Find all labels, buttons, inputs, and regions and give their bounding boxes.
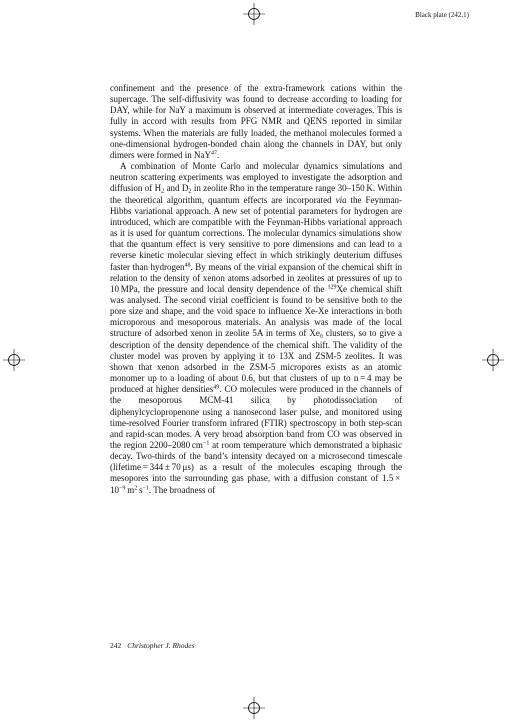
isotope-129: 129 [327, 284, 337, 291]
p2-text-6: Xe chemical shift was analysed. The second virial coefficient is found to be sensitive both to the pore size and shape, and the void space to influence Xe-Xe interactions in both microporous and mesoporous materials. An analysis was made of the local structure of adsorbed xenon in zeolite 5A in terms of Xe [110, 283, 402, 339]
citation-49: 49 [213, 384, 220, 391]
crop-mark-left-icon [3, 349, 25, 371]
body-text [110, 83, 402, 496]
running-author: Christopher J. Rhodes [127, 641, 195, 650]
paragraph-1 [110, 83, 402, 161]
superscript-2: 2 [134, 485, 138, 492]
p2-text-5: . By means of the virial expansion of the chemical shift in relation to the density of xenon atoms adsorbed in zeolites at pressures of up to 10 MPa, the pressure and local density dependence of the [110, 261, 402, 294]
superscript-minus-9: −9 [119, 485, 126, 492]
italic-via: via [335, 194, 347, 205]
page-number: 242 [110, 641, 122, 650]
paragraph-2 [110, 161, 402, 496]
p2-text-7: clusters, so to give a description of the density dependence of the chemical shift. The validity of the cluster model was proven by applying it to 13X and ZSM-5 zeolites. It was shown that xenon adsorbed in the ZSM-5 micropores exists as an atomic monomer up to a loading of about 0.6, but that clusters of up to n = 4 may be produced at higher densities [110, 328, 402, 395]
superscript-minus-1-b: −1 [142, 485, 149, 492]
p2-text-4: the Feynman-Hibbs variational approach. A new set of potential parameters for hydrogen are introduced, which are compatible with the Feynman-Hibbs variational approach as it is used for quantum corrections. The molecular dynamics simulations show that the quantum effect is very sensitive to pore dimensions and can lead to a reverse kinetic molecular sieving effect in which strikingly deuterium diffuses faster than hydrogen [110, 194, 402, 272]
p2-text-11: s [137, 484, 143, 495]
p1-text-1: confinement and the presence of the extra-framework cations within the supercage. The self-diffusivity was found to decrease according to loading for DAY, while for NaY a maximum is observed at intermediate coverages. This is fully in accord with results from PFG NMR and QENS reported in similar systems. When the materials are fully loaded, the methanol molecules formed a one-dimensional hydrogen-bonded chain along the channels in DAY, but only dimers were formed in NaY [110, 83, 402, 160]
crop-mark-bottom-icon [243, 697, 265, 719]
citation-47: 47 [210, 150, 217, 157]
p2-text-12: . The broadness of [148, 484, 216, 495]
crop-mark-top-icon [243, 3, 265, 25]
p2-text-1: A combination of Monte Carlo and molecular dynamics simulations and neutron scattering experiments was employed to investigate the adsorption and diffusion of H [110, 161, 402, 194]
subscript-d2: 2 [188, 188, 192, 195]
page-footer [110, 641, 195, 650]
p2-text-8: . CO molecules were produced in the channels of the mesoporous MCM-41 silica by photodissociation of diphenylcyclopropenone using a nanosecond laser pulse, and monitored using time-resolved Fourier transform infrared (FTIR) spectroscopy in both step-scan and rapid-scan modes. A very broad absorption band from CO was observed in the region 2200–2080 cm [110, 384, 402, 450]
superscript-minus-1: −1 [202, 440, 210, 447]
crop-mark-right-icon [482, 349, 504, 371]
p2-text-3: in zeolite Rho in the temperature range 30–150 K. Within the theoretical algorithm, quantum effects are incorporated [110, 183, 402, 205]
p2-text-2: and D [164, 183, 189, 194]
subscript-h2: 2 [161, 188, 165, 195]
p2-text-10: m [125, 484, 135, 495]
p2-text-9: at room temperature which demonstrated a biphasic decay. Two-thirds of the band’s intensity decayed on a microsecond timescale (lifetime = 344 ± 70 μs) as a result of the molecules escaping through the mesopores into the surrounding gas phase, with a diffusion constant of 1.5 × 10 [110, 440, 402, 495]
citation-48: 48 [184, 262, 191, 268]
plate-label: Black plate (242,1) [415, 11, 469, 19]
p1-text-2: . [216, 149, 220, 160]
subscript-n: n [319, 333, 323, 340]
